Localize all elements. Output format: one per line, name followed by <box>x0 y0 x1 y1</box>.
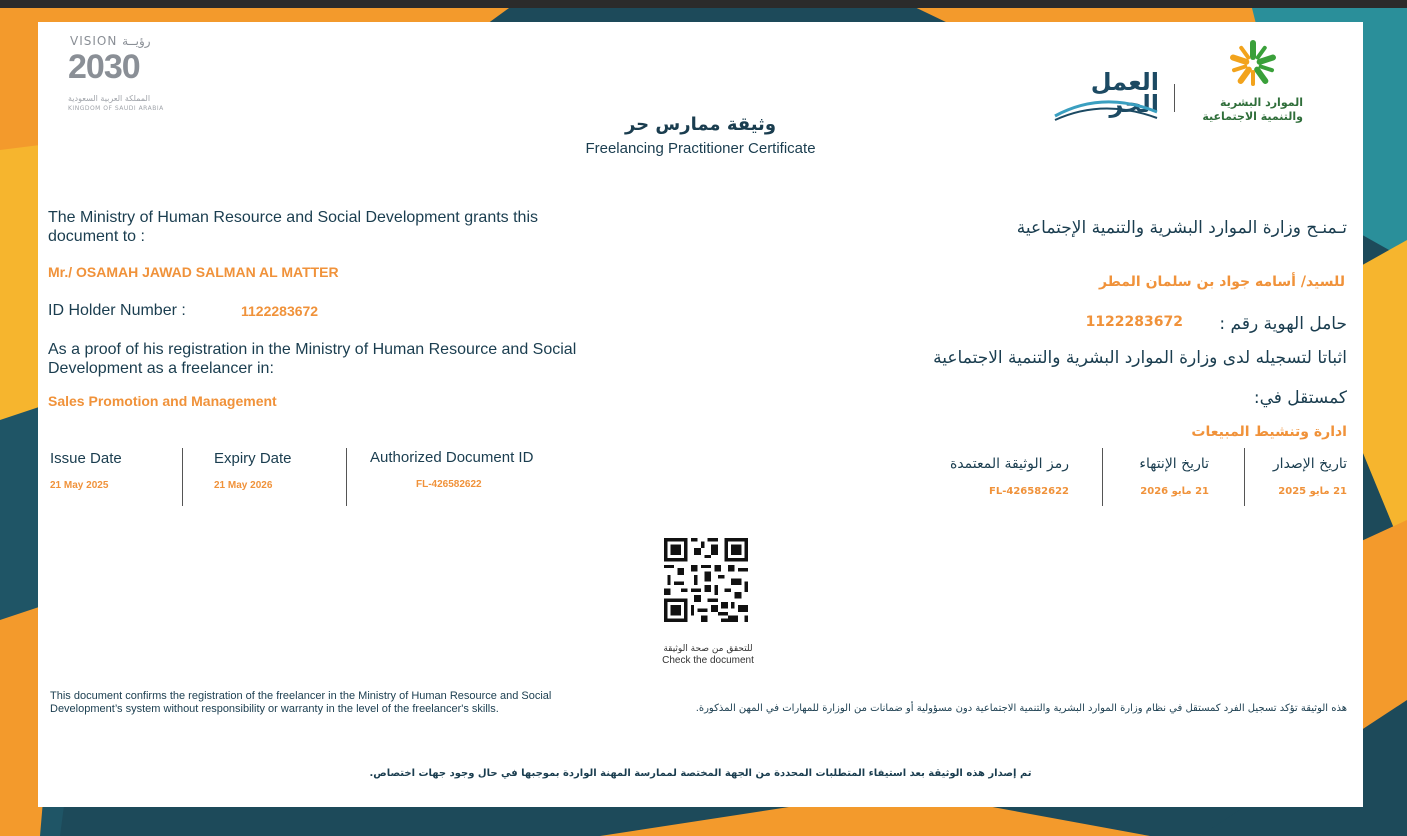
vision-kingdom-en: KINGDOM OF SAUDI ARABIA <box>68 105 164 112</box>
holder-name-en: Mr./ OSAMAH JAWAD SALMAN AL MATTER <box>48 264 339 280</box>
issue-date-value-ar: 21 مايو 2025 <box>1278 486 1347 497</box>
grants-text-en: The Ministry of Human Resource and Social Development grants this document to : <box>48 209 538 245</box>
qr-caption-en: Check the document <box>662 655 754 666</box>
document-id-value-ar: FL-426582622 <box>989 486 1069 497</box>
qr-code-icon[interactable] <box>664 538 748 622</box>
vision-year: 2030 <box>68 48 140 86</box>
date-divider <box>346 448 347 506</box>
document-id-label: Authorized Document ID <box>370 449 534 466</box>
document-id-en <box>370 449 570 507</box>
occupation-ar: ادارة وتنشيط المبيعات <box>1191 424 1347 440</box>
document-id-value: FL-426582622 <box>416 479 482 490</box>
id-value-ar: 1122283672 <box>1085 314 1183 330</box>
date-divider <box>182 448 183 506</box>
vision-ar: رؤيــة <box>122 34 151 48</box>
id-value-en: 1122283672 <box>241 303 319 319</box>
expiry-date-label: Expiry Date <box>214 450 292 467</box>
vision-2030-logo <box>68 34 208 114</box>
vision-kingdom-ar: المملكة العربية السعودية <box>68 94 151 103</box>
id-label-en: ID Holder Number : <box>48 302 186 319</box>
document-id-label-ar: رمز الوثيقة المعتمدة <box>950 456 1069 472</box>
expiry-date-value-ar: 21 مايو 2026 <box>1140 486 1209 497</box>
issue-date-en <box>50 450 180 508</box>
ministry-name-line1: الموارد البشرية <box>1220 96 1303 109</box>
ministry-logo <box>1173 38 1303 123</box>
vision-word: VISION رؤيــة <box>70 34 151 48</box>
expiry-date-en <box>214 450 344 508</box>
expiry-date-ar <box>1109 456 1209 514</box>
proof-text-en: As a proof of his registration in the Ministry of Human Resource and Social Development as a freelancer in: <box>48 341 577 377</box>
title-arabic: وثيقة ممارس حر <box>624 114 777 135</box>
logo-divider <box>1174 84 1175 112</box>
grants-text-ar: تـمنـح وزارة الموارد البشرية والتنمية الإجتماعية <box>1016 218 1347 238</box>
ministry-star-icon <box>1227 38 1279 90</box>
top-bar <box>0 0 1407 8</box>
disclaimer-ar: هذه الوثيقة تؤكد تسجيل الفرد كمستقل في نظام وزارة الموارد البشرية والتنمية الاجتماعية دون مسؤولية أو ضمانات من الوزارة للمهارات في المهن المذكورة. <box>695 703 1347 714</box>
ministry-name-line2: والتنمية الاجتماعية <box>1202 110 1303 123</box>
id-label-ar: حامل الهوية رقم : <box>1219 314 1347 334</box>
occupation-en: Sales Promotion and Management <box>48 393 277 409</box>
issue-date-ar <box>1251 456 1347 514</box>
proof-text-ar: اثباتا لتسجيله لدى وزارة الموارد البشرية والتنمية الاجتماعية <box>933 348 1347 368</box>
issue-date-value: 21 May 2025 <box>50 480 109 491</box>
freelance-logo-line2: الحر <box>1109 90 1159 118</box>
holder-name-ar: للسيد/ أسامه جواد بن سلمان المطر <box>1098 274 1345 290</box>
issue-date-label-ar: تاريخ الإصدار <box>1272 456 1347 472</box>
issue-date-label: Issue Date <box>50 450 122 467</box>
freelancer-in-ar: كمستقل في: <box>1253 388 1347 408</box>
disclaimer-en: This document confirms the registration of the freelancer in the Ministry of Human Resource and Social Development’s system without responsibility or warranty in the level of the freelancer's skills. <box>50 690 552 715</box>
certificate-card <box>38 22 1363 807</box>
document-id-ar <box>909 456 1069 514</box>
expiry-date-label-ar: تاريخ الإنتهاء <box>1139 456 1209 472</box>
qr-caption-ar: للتحقق من صحة الوثيقة <box>663 644 753 654</box>
freelance-logo-line1: العمل <box>1090 68 1159 96</box>
footer-note-ar: تم إصدار هذه الوثيقة بعد استيفاء المتطلبات المحددة من الجهة المختصة لممارسة المهنة الواردة بموجبها في حال وجود جهات اختصاص. <box>369 768 1032 779</box>
date-divider-ar <box>1244 448 1245 506</box>
title-english: Freelancing Practitioner Certificate <box>585 140 816 157</box>
expiry-date-value: 21 May 2026 <box>214 480 273 491</box>
date-divider-ar <box>1102 448 1103 506</box>
